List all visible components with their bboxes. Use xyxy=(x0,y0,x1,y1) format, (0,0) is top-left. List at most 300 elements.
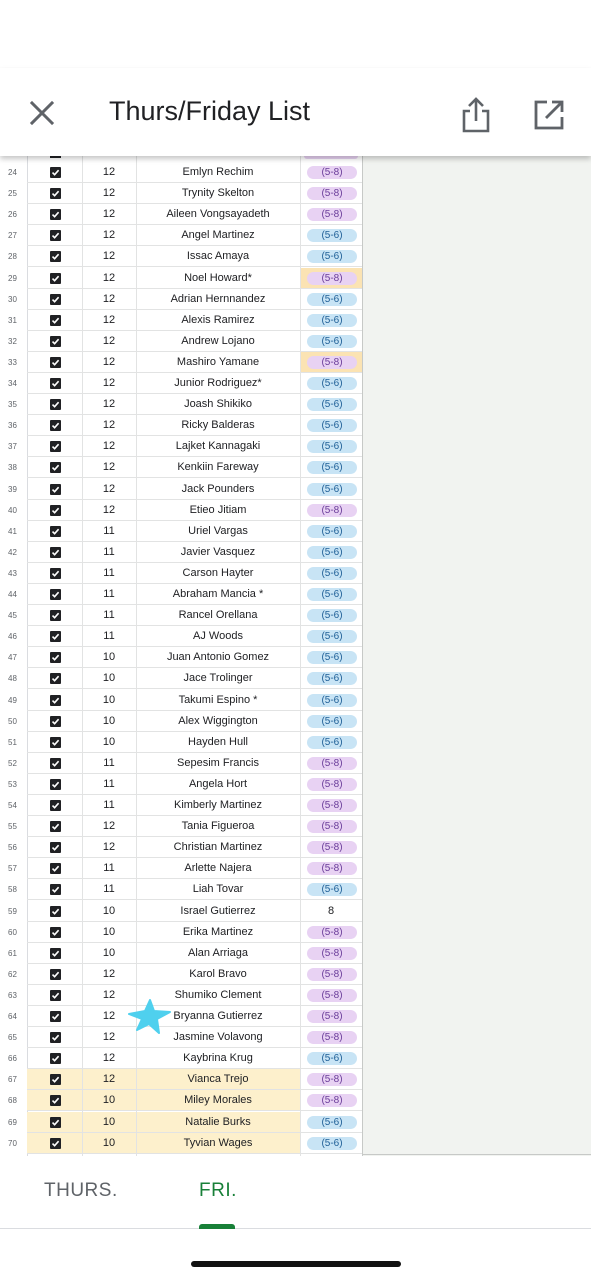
student-name-cell[interactable]: Kimberly Martinez xyxy=(173,799,263,811)
group-cell[interactable] xyxy=(300,1112,362,1133)
table-row[interactable] xyxy=(0,542,362,563)
row-number: 53 xyxy=(8,779,17,789)
checkbox[interactable] xyxy=(50,547,61,558)
table-row[interactable] xyxy=(0,1048,362,1069)
student-name-cell[interactable]: Natalie Burks xyxy=(185,1115,251,1128)
grade-cell[interactable]: 11 xyxy=(103,545,115,558)
student-name-cell[interactable]: Mashiro Yamane xyxy=(176,355,260,368)
checkbox[interactable] xyxy=(50,336,61,347)
group-cell[interactable] xyxy=(300,837,362,858)
student-name-cell[interactable]: AJ Woods xyxy=(193,630,243,643)
table-row[interactable] xyxy=(0,626,362,647)
group-chip: (5-6) xyxy=(307,694,357,707)
group-chip: (5-8) xyxy=(307,504,357,517)
row-number: 45 xyxy=(8,611,17,621)
checkbox[interactable] xyxy=(50,863,61,874)
spreadsheet-grid[interactable] xyxy=(0,156,591,1156)
table-row[interactable] xyxy=(0,479,362,500)
student-name-cell[interactable]: Christian Martinez xyxy=(173,841,263,854)
checkmark-icon xyxy=(51,400,60,409)
grade-cell[interactable]: 11 xyxy=(103,588,115,600)
checkmark-icon xyxy=(51,421,60,430)
grade-cell[interactable]: 12 xyxy=(102,482,116,495)
table-row[interactable] xyxy=(0,225,362,246)
student-name-cell[interactable]: Israel Gutierrez xyxy=(180,904,256,917)
table-row[interactable] xyxy=(0,732,362,753)
student-name-cell[interactable]: Jace Trolinger xyxy=(183,672,253,685)
student-name-cell[interactable]: Uriel Vargas xyxy=(188,524,248,537)
table-row[interactable] xyxy=(0,795,362,816)
student-name-cell[interactable]: Alan Arriaga xyxy=(188,946,248,959)
group-chip: (5-6) xyxy=(307,1052,357,1065)
checkbox[interactable] xyxy=(50,821,61,832)
grade-cell[interactable]: 12 xyxy=(102,398,116,411)
grade-cell[interactable]: 11 xyxy=(103,883,115,896)
row-number: 34 xyxy=(8,379,17,388)
table-row[interactable] xyxy=(0,1069,362,1090)
group-cell[interactable] xyxy=(300,964,362,985)
tab-fri[interactable]: FRI. xyxy=(199,1180,237,1201)
student-name-cell[interactable]: Angela Hort xyxy=(188,777,248,790)
checkbox[interactable] xyxy=(50,167,61,178)
student-name-cell[interactable]: Issac Amaya xyxy=(186,250,250,263)
grade-cell[interactable]: 12 xyxy=(102,250,116,263)
student-name-cell[interactable]: Shumiko Clement xyxy=(174,988,262,1001)
checkbox[interactable] xyxy=(50,294,61,305)
grade-cell[interactable]: 12 xyxy=(102,967,116,980)
checkbox[interactable] xyxy=(50,462,61,473)
checkbox[interactable] xyxy=(50,716,61,727)
checkbox[interactable] xyxy=(50,695,61,706)
group-cell[interactable] xyxy=(300,479,362,500)
group-cell[interactable] xyxy=(300,1090,362,1111)
checkbox[interactable] xyxy=(50,990,61,1001)
checkbox[interactable] xyxy=(50,1074,61,1085)
checkbox[interactable] xyxy=(50,652,61,663)
grade-cell[interactable]: 11 xyxy=(103,799,115,811)
table-row[interactable] xyxy=(0,268,362,289)
checkbox[interactable] xyxy=(50,378,61,389)
group-cell[interactable] xyxy=(300,647,362,668)
group-chip: (5-6) xyxy=(307,314,357,327)
student-name-cell[interactable]: Juan Antonio Gomez xyxy=(166,651,270,664)
grade-cell[interactable]: 12 xyxy=(102,229,116,242)
grade-cell[interactable]: 10 xyxy=(102,714,116,727)
table-row[interactable] xyxy=(0,943,362,964)
student-name-cell[interactable]: Javier Vasquez xyxy=(180,545,256,558)
grade-cell[interactable]: 12 xyxy=(102,334,116,347)
checkbox[interactable] xyxy=(50,673,61,684)
student-name-cell[interactable]: Jasmine Volavong xyxy=(173,1031,263,1044)
group-cell[interactable] xyxy=(300,584,362,605)
grade-cell[interactable]: 10 xyxy=(102,672,116,685)
group-cell[interactable] xyxy=(300,774,362,795)
group-cell[interactable] xyxy=(300,795,362,816)
group-cell[interactable] xyxy=(300,668,362,689)
group-cell[interactable] xyxy=(300,816,362,837)
table-row[interactable] xyxy=(0,436,362,457)
group-cell[interactable] xyxy=(300,310,362,331)
checkmark-icon xyxy=(51,463,60,472)
active-tab-indicator xyxy=(199,1224,235,1229)
checkbox[interactable] xyxy=(50,357,61,368)
group-cell[interactable] xyxy=(300,394,362,415)
grade-cell[interactable]: 12 xyxy=(102,166,116,178)
grade-cell[interactable]: 12 xyxy=(102,377,116,389)
table-row[interactable] xyxy=(0,774,362,795)
student-name-cell[interactable]: Tyvian Wages xyxy=(183,1136,253,1149)
student-name-cell[interactable]: Tania Figueroa xyxy=(181,820,255,833)
table-row[interactable] xyxy=(0,352,362,373)
student-name-cell[interactable]: Junior Rodriguez* xyxy=(174,377,262,389)
table-row[interactable] xyxy=(0,394,362,415)
group-cell[interactable] xyxy=(300,711,362,732)
checkmark-icon xyxy=(51,210,60,219)
grade-cell[interactable]: 10 xyxy=(102,1094,116,1107)
student-name-cell[interactable]: Andrew Lojano xyxy=(181,334,255,347)
checkmark-icon xyxy=(51,717,60,726)
student-name-cell[interactable]: Takumi Espino * xyxy=(178,693,258,706)
student-name-cell[interactable]: Emlyn Rechim xyxy=(182,166,254,178)
row-number: 26 xyxy=(8,210,17,220)
student-name-cell[interactable]: Liah Tovar xyxy=(192,883,244,896)
group-chip: (5-8) xyxy=(307,1073,357,1086)
grade-cell[interactable]: 12 xyxy=(102,461,116,474)
student-name-cell[interactable]: Rancel Orellana xyxy=(178,609,258,622)
grade-cell[interactable]: 10 xyxy=(102,946,116,959)
group-cell[interactable] xyxy=(300,626,362,647)
grade-cell[interactable]: 11 xyxy=(103,609,115,622)
checkbox[interactable] xyxy=(50,1138,61,1149)
tab-thurs[interactable]: THURS. xyxy=(44,1180,118,1201)
grade-cell[interactable]: 10 xyxy=(102,904,116,917)
grade-cell[interactable]: 11 xyxy=(103,777,115,790)
checkbox[interactable] xyxy=(50,441,61,452)
table-row[interactable] xyxy=(0,331,362,352)
checkbox[interactable] xyxy=(50,906,61,917)
group-chip: (5-6) xyxy=(307,883,357,896)
checkbox[interactable] xyxy=(50,779,61,790)
student-name-cell[interactable]: Noel Howard* xyxy=(184,271,252,284)
checkbox[interactable] xyxy=(50,505,61,516)
table-row[interactable] xyxy=(0,1027,362,1048)
row-number: 24 xyxy=(8,168,17,177)
grade-cell[interactable]: 12 xyxy=(102,1010,116,1022)
checkmark-icon xyxy=(51,189,60,198)
checkmark-icon xyxy=(51,485,60,494)
group-cell[interactable] xyxy=(300,1133,362,1154)
grade-cell[interactable]: 12 xyxy=(102,1073,116,1086)
table-row[interactable] xyxy=(0,457,362,478)
checkbox[interactable] xyxy=(50,315,61,326)
group-cell[interactable] xyxy=(300,246,362,267)
grade-cell[interactable]: 12 xyxy=(102,355,116,368)
grade-cell[interactable]: 12 xyxy=(102,208,116,221)
table-row[interactable] xyxy=(0,1112,362,1133)
table-row[interactable] xyxy=(0,584,362,605)
group-cell[interactable] xyxy=(300,415,362,436)
group-cell[interactable] xyxy=(300,858,362,879)
group-cell[interactable] xyxy=(300,289,362,310)
table-row[interactable] xyxy=(0,1133,362,1154)
group-cell[interactable] xyxy=(300,732,362,753)
table-row[interactable] xyxy=(0,521,362,542)
grade-cell[interactable]: 10 xyxy=(102,1115,116,1128)
checkmark-icon xyxy=(51,611,60,620)
grade-cell[interactable]: 10 xyxy=(102,925,116,938)
grade-cell[interactable]: 11 xyxy=(103,756,115,769)
checkmark-icon xyxy=(51,885,60,894)
checkmark-icon xyxy=(51,379,60,388)
close-button[interactable] xyxy=(20,91,64,135)
group-cell[interactable] xyxy=(300,542,362,563)
checkbox[interactable] xyxy=(50,230,61,241)
student-name-cell[interactable]: Bryanna Gutierrez xyxy=(173,1010,263,1022)
group-cell[interactable] xyxy=(300,605,362,626)
row-number: 64 xyxy=(8,1012,17,1021)
table-row[interactable] xyxy=(0,922,362,943)
table-row[interactable] xyxy=(0,837,362,858)
grade-cell[interactable]: 12 xyxy=(102,187,116,200)
group-cell[interactable] xyxy=(300,753,362,774)
checkmark-icon xyxy=(51,674,60,683)
checkmark-icon xyxy=(51,780,60,789)
grade-cell[interactable]: 11 xyxy=(103,524,115,537)
table-row[interactable] xyxy=(0,753,362,774)
grade-cell[interactable]: 12 xyxy=(102,1052,116,1065)
grade-cell[interactable]: 12 xyxy=(102,313,116,326)
checkbox[interactable] xyxy=(50,737,61,748)
table-row[interactable] xyxy=(0,647,362,668)
grade-cell[interactable]: 10 xyxy=(102,735,116,748)
group-cell[interactable] xyxy=(300,1069,362,1090)
checkbox[interactable] xyxy=(50,188,61,199)
group-cell[interactable] xyxy=(300,436,362,457)
row-number: 60 xyxy=(8,927,17,937)
checkmark-icon xyxy=(51,358,60,367)
row-number: 65 xyxy=(8,1033,17,1043)
grade-cell[interactable]: 10 xyxy=(102,651,116,664)
student-name-cell[interactable]: Kenkiin Fareway xyxy=(177,461,259,474)
table-row[interactable] xyxy=(0,289,362,310)
table-row[interactable] xyxy=(0,183,362,204)
group-cell[interactable] xyxy=(300,457,362,478)
student-name-cell[interactable]: Angel Martinez xyxy=(181,229,255,242)
group-cell[interactable] xyxy=(300,563,362,584)
student-name-cell[interactable]: Adrian Hernnandez xyxy=(170,292,266,305)
table-row[interactable] xyxy=(0,310,362,331)
row-number: 68 xyxy=(8,1096,17,1106)
grade-cell[interactable]: 12 xyxy=(102,440,116,453)
student-name-cell[interactable]: Aileen Vongsayadeth xyxy=(166,208,270,221)
group-cell[interactable] xyxy=(300,943,362,964)
checkmark-icon xyxy=(51,949,60,958)
row-number: 27 xyxy=(8,231,17,241)
checkbox[interactable] xyxy=(50,948,61,959)
share-button[interactable] xyxy=(454,93,498,137)
table-row[interactable] xyxy=(0,816,362,837)
checkbox[interactable] xyxy=(50,1011,61,1022)
group-chip: (5-6) xyxy=(307,651,357,664)
checkbox[interactable] xyxy=(50,631,61,642)
open-in-new-button[interactable] xyxy=(527,93,571,137)
grade-cell[interactable]: 12 xyxy=(102,1031,116,1044)
checkbox[interactable] xyxy=(50,273,61,284)
grade-cell[interactable]: 12 xyxy=(102,292,116,305)
row-number: 54 xyxy=(8,801,17,810)
checkbox[interactable] xyxy=(50,1032,61,1043)
group-chip: (5-6) xyxy=(307,250,357,263)
grade-cell[interactable]: 11 xyxy=(103,630,115,643)
group-cell[interactable] xyxy=(300,352,362,373)
checkmark-icon xyxy=(51,907,60,916)
group-chip: (5-6) xyxy=(307,440,357,453)
checkbox[interactable] xyxy=(50,1117,61,1128)
student-name-cell[interactable]: Ricky Balderas xyxy=(181,419,255,432)
group-cell[interactable] xyxy=(300,1048,362,1069)
checkbox[interactable] xyxy=(50,610,61,621)
group-cell[interactable] xyxy=(300,1006,362,1027)
checkbox[interactable] xyxy=(50,927,61,938)
group-cell[interactable] xyxy=(300,162,362,183)
checkbox[interactable] xyxy=(50,758,61,769)
grade-cell[interactable]: 12 xyxy=(102,988,116,1001)
table-row[interactable] xyxy=(0,373,362,394)
student-name-cell[interactable]: Hayden Hull xyxy=(188,735,248,748)
table-row[interactable] xyxy=(0,985,362,1006)
table-row[interactable] xyxy=(0,901,362,922)
student-name-cell[interactable]: Vianca Trejo xyxy=(187,1073,249,1086)
grade-cell[interactable]: 12 xyxy=(102,841,116,854)
table-row[interactable] xyxy=(0,500,362,521)
table-row[interactable] xyxy=(0,204,362,225)
row-number: 29 xyxy=(8,273,17,283)
checkmark-icon xyxy=(51,1012,60,1021)
table-row[interactable] xyxy=(0,246,362,267)
checkbox[interactable] xyxy=(50,1053,61,1064)
row-number: 38 xyxy=(8,463,17,473)
student-name-cell[interactable]: Etieo Jitiam xyxy=(189,503,247,516)
group-cell[interactable] xyxy=(300,268,362,289)
group-chip: (5-8) xyxy=(307,947,357,960)
table-row[interactable] xyxy=(0,711,362,732)
group-cell[interactable] xyxy=(300,500,362,521)
table-row[interactable] xyxy=(0,415,362,436)
table-row[interactable] xyxy=(0,668,362,689)
checkbox[interactable] xyxy=(50,209,61,220)
checkbox[interactable] xyxy=(50,568,61,579)
student-name-cell[interactable]: Joash Shikiko xyxy=(184,398,252,411)
group-cell[interactable] xyxy=(300,690,362,711)
table-row[interactable] xyxy=(0,879,362,900)
group-cell[interactable] xyxy=(300,225,362,246)
checkbox[interactable] xyxy=(50,251,61,262)
sheet-tabs xyxy=(0,1156,591,1229)
student-name-cell[interactable]: Miley Morales xyxy=(184,1094,252,1107)
group-cell[interactable] xyxy=(300,985,362,1006)
grade-cell[interactable]: 12 xyxy=(102,271,116,284)
group-cell[interactable] xyxy=(300,373,362,394)
student-name-cell[interactable]: Carson Hayter xyxy=(182,566,254,579)
table-row[interactable] xyxy=(0,162,362,183)
student-name-cell[interactable]: Lajket Kannagaki xyxy=(175,440,261,453)
checkbox[interactable] xyxy=(50,420,61,431)
group-chip: (5-6) xyxy=(307,483,357,496)
group-cell[interactable] xyxy=(300,1027,362,1048)
group-chip: (5-8) xyxy=(307,1010,357,1023)
group-chip: (5-8) xyxy=(307,841,357,854)
student-name-cell[interactable]: Jack Pounders xyxy=(181,482,255,495)
student-name-cell[interactable]: Alexis Ramirez xyxy=(181,313,255,326)
group-cell[interactable] xyxy=(300,901,362,922)
column-divider xyxy=(82,156,83,1156)
group-cell[interactable] xyxy=(300,879,362,900)
student-name-cell[interactable]: Karol Bravo xyxy=(189,967,247,980)
student-name-cell[interactable]: Arlette Najera xyxy=(184,862,252,875)
table-row[interactable] xyxy=(0,563,362,584)
home-indicator[interactable] xyxy=(191,1261,401,1267)
grade-cell[interactable]: 12 xyxy=(102,820,116,833)
grade-cell[interactable]: 10 xyxy=(102,1136,116,1149)
grade-cell[interactable]: 11 xyxy=(103,862,115,875)
checkbox[interactable] xyxy=(50,526,61,537)
checkmark-icon xyxy=(51,231,60,240)
group-cell[interactable] xyxy=(300,922,362,943)
row-number: 61 xyxy=(8,948,17,958)
checkbox[interactable] xyxy=(50,1095,61,1106)
grade-cell[interactable]: 12 xyxy=(102,503,116,516)
table-row[interactable] xyxy=(0,858,362,879)
table-row[interactable] xyxy=(0,1006,362,1027)
grade-cell[interactable]: 10 xyxy=(102,693,116,706)
student-name-cell[interactable]: Trynity Skelton xyxy=(181,187,255,200)
checkbox[interactable] xyxy=(50,969,61,980)
group-chip: (5-6) xyxy=(307,398,357,411)
checkbox[interactable] xyxy=(50,589,61,600)
checkbox[interactable] xyxy=(50,842,61,853)
group-cell[interactable] xyxy=(300,204,362,225)
row-number: 56 xyxy=(8,843,17,853)
student-name-cell[interactable]: Sepesim Francis xyxy=(177,756,259,769)
checkbox[interactable] xyxy=(50,399,61,410)
row-number: 40 xyxy=(8,505,17,515)
student-name-cell[interactable]: Alex Wiggington xyxy=(178,714,258,727)
grade-cell[interactable]: 12 xyxy=(102,419,116,432)
student-name-cell[interactable]: Kaybrina Krug xyxy=(183,1052,253,1065)
group-cell[interactable] xyxy=(300,183,362,204)
column-divider xyxy=(362,156,363,1156)
row-number: 49 xyxy=(8,695,17,705)
group-chip: (5-6) xyxy=(307,419,357,432)
table-row[interactable] xyxy=(0,690,362,711)
row-number: 28 xyxy=(8,252,17,262)
row-number: 58 xyxy=(8,885,17,895)
checkmark-icon xyxy=(51,1139,60,1148)
checkbox[interactable] xyxy=(50,484,61,495)
student-name-cell[interactable]: Erika Martinez xyxy=(182,925,254,938)
student-name-cell[interactable]: Abraham Mancia * xyxy=(172,588,264,600)
table-row[interactable] xyxy=(0,605,362,626)
group-cell[interactable] xyxy=(300,331,362,352)
table-row[interactable] xyxy=(0,964,362,985)
table-row[interactable] xyxy=(0,1090,362,1111)
checkbox[interactable] xyxy=(50,884,61,895)
checkbox[interactable] xyxy=(50,800,61,811)
grade-cell[interactable]: 11 xyxy=(103,566,115,579)
group-chip: (5-8) xyxy=(307,1094,357,1107)
group-cell[interactable] xyxy=(300,521,362,542)
group-chip: (5-6) xyxy=(307,525,357,538)
